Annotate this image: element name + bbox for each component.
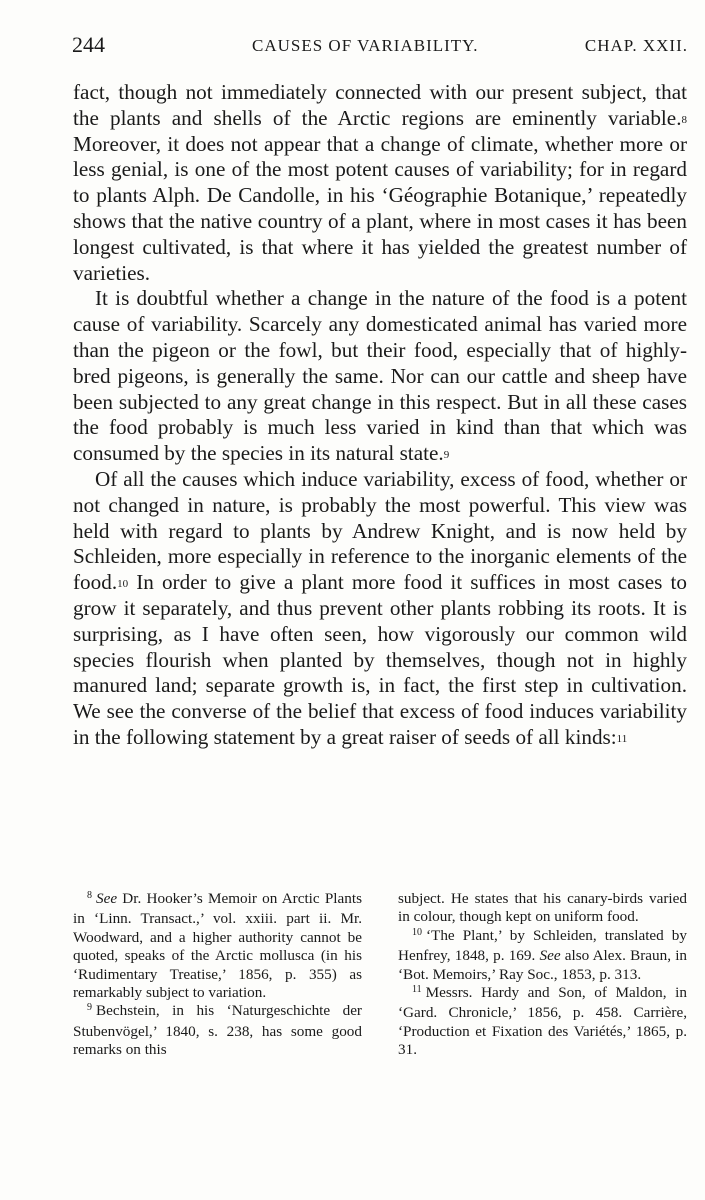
footnote-column-left — [73, 890, 362, 1060]
paragraph-1 — [73, 80, 687, 286]
paragraph-1-text-b: Moreover, it does not appear that a change of climate, whether more or less genial, is one of the most potent causes of variability; for in regard to plants Alph. De Candolle, in his ‘Géographie Botanique,’ repeatedly shows that the native country of a plant, where in most cases it has been longest cultivated, is that where it has yielded the greatest number of varieties. — [73, 131, 687, 285]
footnote-ref-10: 10 — [117, 578, 129, 591]
footnote-11 — [398, 984, 687, 1060]
paragraph-2-text: It is doubtful whether a change in the nature of the food is a potent cause of variability. Scarcely any domesticated animal has varied more than the pigeon or the fowl, but their food, especially that of highly-bred pigeons, is generally the same. Nor can our cattle and sheep have been subjected to any great change in this respect. But in all these cases the food probably is much less varied in kind than that which was consumed by the species in its natural state. — [73, 286, 687, 466]
footnote-ref-9: 9 — [443, 449, 450, 462]
footnotes — [73, 890, 687, 1060]
footnote-10-text-2: also Alex. Braun, in ‘Bot. Memoirs,’ Ray Soc., 1853, p. 313. — [398, 947, 688, 983]
footnote-10-see: See — [539, 947, 561, 965]
paragraph-3-text-a: Of all the causes which induce variability, excess of food, whether or not changed in nature, is probably the most powerful. This view was held with regard to plants by Andrew Knight, and is now held by Schleiden, more especially in reference to the inorganic elements of the food. — [73, 466, 687, 595]
footnote-column-right — [398, 890, 687, 1060]
paragraph-1-text-a: fact, though not immediately connected with our present subject, that the plants and shells of the Arctic regions are eminently variable. — [73, 80, 687, 130]
footnote-11-mark: 11 — [412, 984, 422, 996]
footnote-9-continued: subject. He states that his canary-birds varied in colour, though kept on uniform food. — [398, 890, 687, 926]
footnote-8-mark: 8 — [87, 890, 92, 901]
footnote-ref-11: 11 — [616, 732, 628, 745]
paragraph-3-text-b: In order to give a plant more food it suffices in most cases to grow it separately, and thus prevent other plants robbing its roots. It is surprising, as I have often seen, how vigorously our common wild species flourish when planted by themselves, though not in highly manured land; separate growth is, in fact, the first step in cultivation. We see the converse of the belief that excess of food induces variability in the following statement by a great raiser of seeds of all kinds: — [73, 570, 687, 749]
footnote-10-text: ‘The Plant,’ by Schleiden, translated by Henfrey, 1848, p. 169. — [398, 926, 687, 965]
footnote-ref-8: 8 — [681, 113, 687, 126]
footnote-10-mark: 10 — [412, 926, 422, 938]
footnote-8-see: See — [96, 890, 118, 907]
running-header — [72, 32, 688, 60]
footnote-11-text: Messrs. Hardy and Son, of Maldon, in ‘Gard. Chronicle,’ 1856, p. 458. Carrière, ‘Production et Fixation des Variétés,’ 1865, p. 31. — [398, 984, 687, 1059]
footnote-9 — [73, 1002, 362, 1059]
footnote-9-mark: 9 — [87, 1002, 92, 1014]
chapter-label: CHAP. XXII. — [584, 36, 688, 55]
running-title: CAUSES OF VARIABILITY. — [252, 36, 479, 55]
page-number: 244 — [72, 32, 105, 57]
footnote-8 — [73, 890, 362, 1002]
paragraph-3 — [73, 467, 687, 751]
footnote-9-text: Bechstein, in his ‘Naturgeschichte der Stubenvögel,’ 1840, s. 238, has some good remarks on this — [73, 1002, 362, 1059]
footnote-8-text: Dr. Hooker’s Memoir on Arctic Plants in ‘Linn. Transact.,’ vol. xxiii. part ii. Mr. Woodward, and a higher authority cannot be quoted, speaks of the Arctic mollusca (in his ‘Rudimentary Treatise,’ 1856, p. 355) as remarkably subject to variation. — [73, 890, 362, 1002]
paragraph-2 — [73, 286, 687, 467]
footnote-10 — [398, 927, 687, 984]
body-text — [73, 80, 687, 751]
